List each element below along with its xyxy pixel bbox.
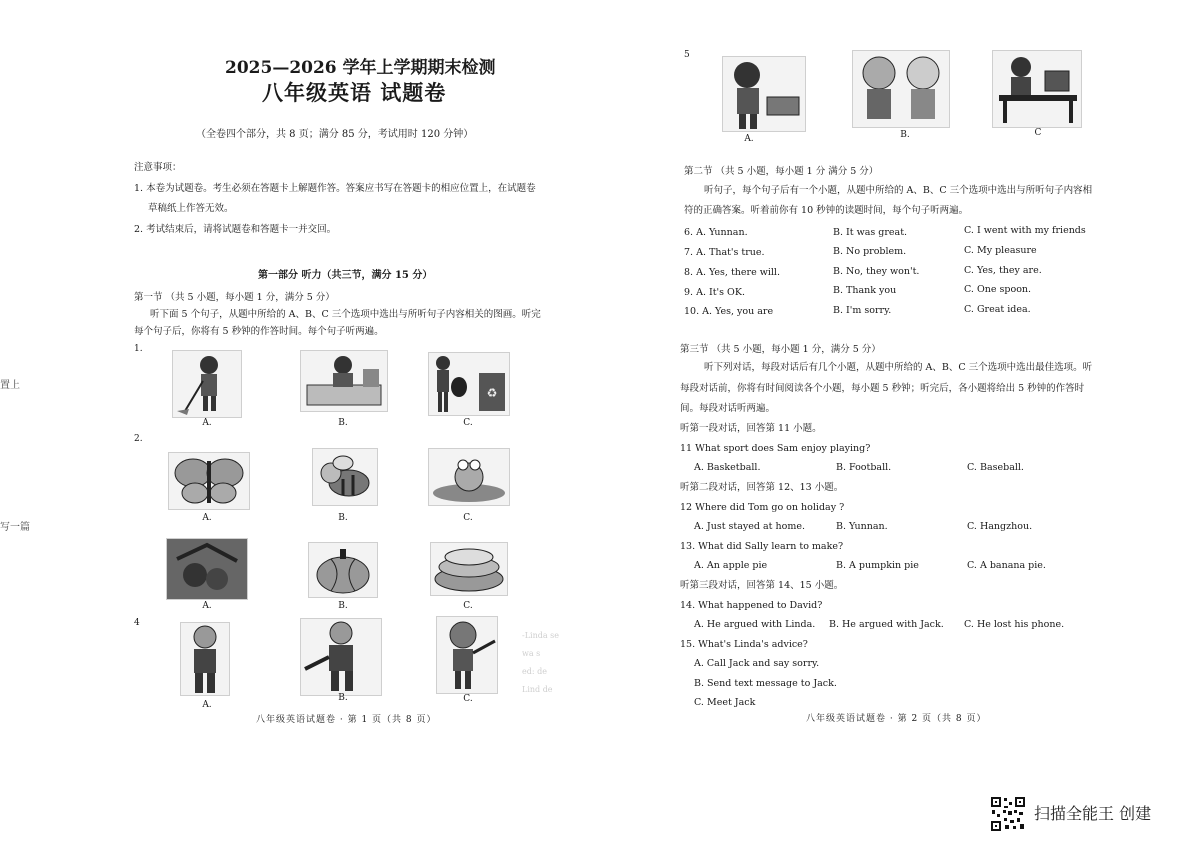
part1-title: 第一部分 听力（共三节，满分 15 分）: [258, 270, 433, 281]
picture-man-at-desk: [992, 50, 1082, 128]
picture-pies: [430, 542, 508, 596]
q6-option-b: B. It was great.: [833, 227, 908, 238]
sec3-title: 第三节 （共 5 小题，每小题 1 分，满分 5 分）: [680, 344, 881, 355]
sec3-instruction-b: 每段对话前，你将有时间阅读各个小题，每小题 5 秒钟；听完后，各小题将给出 5 秒钟的作答时: [680, 383, 1085, 394]
q10-option-a: 10. A. Yes, you are: [684, 306, 774, 317]
svg-text:♻: ♻: [486, 386, 498, 400]
option-label-b: B.: [338, 513, 348, 523]
sec2-instruction-a: 听句子，每个句子后有一个小题，从题中所给的 A、B、C 三个选项中选出与所听句子内容相: [704, 185, 1093, 196]
q8-option-b: B. No, they won't.: [833, 266, 920, 277]
q9-option-c: C. One spoon.: [964, 284, 1032, 295]
sec2-title: 第二节 （共 5 小题，每小题 1 分 满分 5 分）: [684, 166, 879, 177]
show-through-text: wa s: [522, 649, 541, 658]
option-label-a: A.: [202, 418, 212, 428]
option-label-a: A.: [202, 700, 212, 710]
watermark-text: 扫描全能王 创建: [1034, 804, 1152, 823]
option-label-c: C.: [463, 418, 473, 428]
option-label-c: C.: [463, 694, 473, 704]
sec1-title: 第一节 （共 5 小题，每小题 1 分，满分 5 分）: [134, 292, 335, 303]
q13-option-a: A. An apple pie: [694, 560, 768, 571]
option-label-b: B.: [338, 418, 348, 428]
q12-option-a: A. Just stayed at home.: [694, 521, 805, 532]
option-label-a: A.: [202, 513, 212, 523]
q14-option-b: B. He argued with Jack.: [829, 619, 944, 630]
question-14: 14. What happened to David?: [680, 600, 823, 611]
option-label-b: B.: [338, 693, 348, 703]
option-label-b: B.: [338, 601, 348, 611]
option-label-b: B.: [900, 130, 910, 140]
right-page-footer: 八年级英语试题卷 · 第 2 页（共 8 页）: [806, 714, 987, 724]
q11-option-a: A. Basketball.: [694, 462, 761, 473]
picture-taking-out-trash: [428, 352, 510, 416]
notice-1a: 1. 本卷为试题卷。考生必须在答题卡上解题作答。答案应书写在答题卡的相应位置上，在试题卷: [134, 183, 536, 194]
dialogue-2-heading: 听第二段对话，回答第 12、13 小题。: [680, 482, 844, 493]
option-label-c: C.: [463, 513, 473, 523]
option-label-a: A.: [202, 601, 212, 611]
q12-option-b: B. Yunnan.: [836, 521, 888, 532]
q13-option-b: B. A pumpkin pie: [836, 560, 919, 571]
q11-option-b: B. Football.: [836, 462, 892, 473]
notice-1b: 草稿纸上作答无效。: [148, 203, 234, 214]
exam-subtitle: 八年级英语 试题卷: [262, 80, 447, 105]
q9-option-b: B. Thank you: [833, 285, 897, 296]
q14-option-c: C. He lost his phone.: [964, 619, 1065, 630]
picture-butterfly: [168, 452, 250, 510]
picture-sweeping: [172, 350, 242, 418]
q13-option-c: C. A banana pie.: [967, 560, 1046, 571]
option-label-c: C: [1034, 128, 1042, 138]
q7-option-a: 7. A. That's true.: [684, 247, 765, 258]
dialogue-3-heading: 听第三段对话，回答第 14、15 小题。: [680, 580, 844, 591]
q12-option-c: C. Hangzhou.: [967, 521, 1033, 532]
q6-option-c: C. I went with my friends: [964, 225, 1086, 236]
q11-option-c: C. Baseball.: [967, 462, 1024, 473]
question-12: 12 Where did Tom go on holiday ?: [680, 502, 845, 513]
q10-option-b: B. I'm sorry.: [833, 305, 892, 316]
q15-option-a: A. Call Jack and say sorry.: [694, 658, 820, 669]
question-15: 15. What's Linda's advice?: [680, 639, 808, 650]
q7-option-b: B. No problem.: [833, 246, 907, 257]
picture-worker: [180, 622, 230, 696]
picture-bee: [312, 448, 378, 506]
picture-violinist: [436, 616, 498, 694]
option-label-a: A.: [744, 134, 754, 144]
margin-fragment: 置上: [0, 380, 20, 391]
sec3-instruction-c: 间。每段对话听两遍。: [680, 403, 776, 414]
scanner-watermark: [990, 796, 1190, 834]
question-number: 4: [134, 618, 140, 628]
picture-firefighter: [300, 618, 382, 696]
question-number: 1.: [134, 344, 143, 354]
q14-option-a: A. He argued with Linda.: [694, 619, 816, 630]
q15-option-b: B. Send text message to Jack.: [694, 678, 837, 689]
picture-frog: [428, 448, 510, 506]
show-through-text: Lind de: [522, 685, 553, 694]
question-number: 5: [684, 50, 690, 60]
q8-option-a: 8. A. Yes, there will.: [684, 267, 780, 278]
sec3-instruction-a: 听下列对话，每段对话后有几个小题，从题中所给的 A、B、C 三个选项中选出最佳选项。听: [704, 362, 1093, 373]
picture-two-kids: [852, 50, 950, 128]
exam-info: （全卷四个部分，共 8 页；满分 85 分，考试用时 120 分钟）: [196, 129, 474, 140]
sec1-instruction-b: 每个句子后，你将有 5 秒钟的作答时间。每个句子听两遍。: [134, 326, 384, 337]
picture-pumpkin: [308, 542, 378, 598]
show-through-text: ed: de: [522, 667, 547, 676]
picture-apples: [166, 538, 248, 600]
sec1-instruction-a: 听下面 5 个句子，从题中所给的 A、B、C 三个选项中选出与所听句子内容相关的图画。听完: [150, 309, 541, 320]
show-through-text: -Linda se: [522, 631, 559, 640]
exam-title: 2025—2026 学年上学期期末检测: [225, 58, 496, 78]
picture-making-bed: [300, 350, 388, 412]
notice-2: 2. 考试结束后，请将试题卷和答题卡一并交回。: [134, 224, 337, 235]
question-13: 13. What did Sally learn to make?: [680, 541, 844, 552]
qr-code-icon: [990, 796, 1026, 832]
notice-heading: 注意事项：: [134, 162, 182, 173]
question-number: 2.: [134, 434, 143, 444]
sec2-instruction-b: 符的正确答案。听着前你有 10 秒钟的读题时间，每个句子听两遍。: [684, 205, 969, 216]
question-11: 11 What sport does Sam enjoy playing?: [680, 443, 871, 454]
q6-option-a: 6. A. Yunnan.: [684, 227, 748, 238]
q15-option-c: C. Meet Jack: [694, 697, 756, 708]
picture-sad-boy: [722, 56, 806, 132]
dialogue-1-heading: 听第一段对话，回答第 11 小题。: [680, 423, 822, 434]
q10-option-c: C. Great idea.: [964, 304, 1031, 315]
q9-option-a: 9. A. It's OK.: [684, 287, 745, 298]
left-page-footer: 八年级英语试题卷 · 第 1 页（共 8 页）: [256, 715, 437, 725]
option-label-c: C.: [463, 601, 473, 611]
margin-fragment: 写一篇: [0, 522, 30, 533]
q7-option-c: C. My pleasure: [964, 245, 1037, 256]
q8-option-c: C. Yes, they are.: [964, 265, 1042, 276]
